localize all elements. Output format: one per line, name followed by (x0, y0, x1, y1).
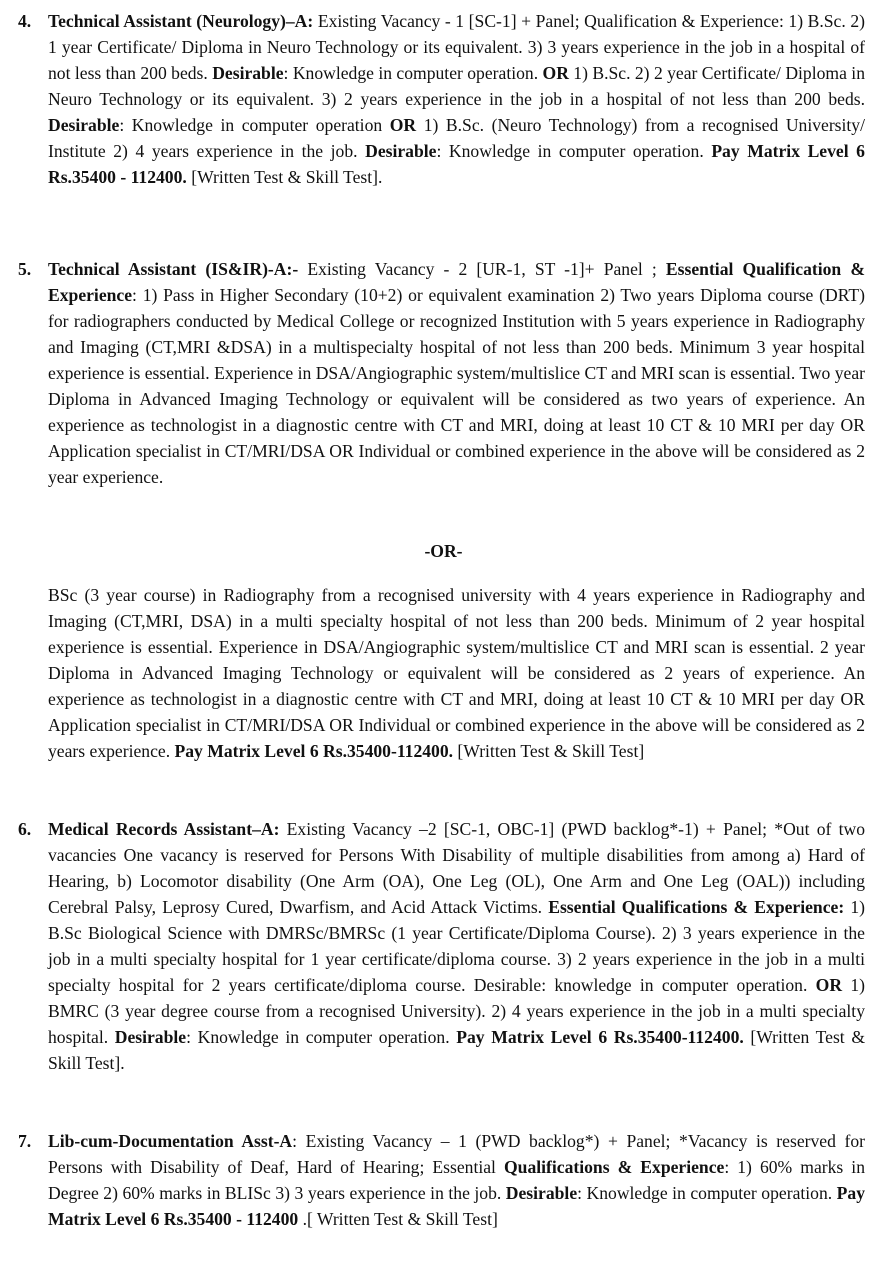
paragraph (48, 1128, 865, 1232)
text-run: [Written Test & Skill Test]. (186, 167, 383, 187)
bold-run: OR (542, 63, 569, 83)
bold-run: Qualifications & Experience (503, 1157, 725, 1177)
text-run: 1) B.Sc Biological Science with DMRSc/BMRSc (1 year Certificate/Diploma Course). 2) 3 years experience in the job in a multi specialty hospital for 1 year certificate/diploma course. 3) 2 years experience in the job in a multi specialty hospital for 2 years certificate/diploma course. Desirable: knowledge in computer operation. (48, 897, 865, 995)
item-text (48, 816, 865, 1076)
text-run: 1) BMRC (3 year degree course from a recognised University). 2) 4 years experience in the job in a multi specialty hospital. (48, 975, 865, 1047)
text-run: .[ Written Test & Skill Test] (298, 1209, 498, 1229)
text-run: Existing Vacancy - 2 [UR-1, ST -1]+ Panel ; (298, 259, 666, 279)
text-run: 1) B.Sc. 2) 2 year Certificate/ Diploma in Neuro Technology or its equivalent. 3) 2 years experience in the job in a hospital of not less than 200 beds. (48, 63, 865, 109)
item-number: 5. (18, 259, 32, 279)
bold-run: Lib-cum-Documentation Asst-A (48, 1131, 293, 1151)
bold-run: Desirable (365, 141, 437, 161)
text-run: : Knowledge in computer operation. (436, 141, 712, 161)
text-run: : Knowledge in computer operation. (283, 63, 543, 83)
item-number: 6. (18, 819, 32, 839)
bold-run: Essential Qualifications & Experience: (548, 897, 845, 917)
bold-run: Technical Assistant (Neurology)–A: (48, 11, 314, 31)
text-run: : 1) 60% marks in Degree 2) 60% marks in BLISc 3) 3 years experience in the job. (48, 1157, 865, 1203)
item-number: 7. (18, 1131, 32, 1151)
bold-run: Desirable (48, 115, 120, 135)
text-run: Existing Vacancy - 1 [SC-1] + Panel; Qualification & Experience: 1) B.Sc. 2) 1 year Certificate/ Diploma in Neuro Technology or its equivalent. 3) 3 years experience in the job in a hospital of not less than 200 beds. (48, 11, 865, 83)
item-text (48, 582, 865, 764)
text-run: : 1) Pass in Higher Secondary (10+2) or equivalent examination 2) Two years Diploma course (DRT) for radiographers conducted by Medical College or recognized Institution with 5 years experience in Radiography and Imaging (CT,MRI &DSA) in a multispecialty hospital of not less than 200 beds. Minimum 3 year hospital experience is essential. Experience in DSA/Angiographic system/multislice CT and MRI scan is essential. Two year Diploma in Advanced Imaging Technology or equivalent will be considered as two years of experience. An experience as technologist in a diagnostic centre with CT and MRI, doing at least 10 CT & 10 MRI per day OR Application specialist in CT/MRI/DSA OR Individual or combined experience in the above will be considered as 2 year experience. (48, 285, 866, 487)
paragraph (48, 8, 865, 190)
text-run: 1) B.Sc. (Neuro Technology) from a recognised University/ Institute 2) 4 years experience in the job. (48, 115, 865, 161)
bold-run: Desirable (114, 1027, 187, 1047)
item-text (48, 8, 865, 190)
text-run: : Knowledge in computer operation. (186, 1027, 457, 1047)
bold-run: Essential Qualification & Experience (48, 259, 865, 305)
paragraph (48, 582, 865, 764)
paragraph (48, 816, 865, 1076)
text-run: Existing Vacancy –2 [SC-1, OBC-1] (PWD backlog*-1) + Panel; *Out of two vacancies One vacancy is reserved for Persons With Disability of multiple disabilities from among a) Hard of Hearing, b) Locomotor disability (One Arm (OA), One Leg (OL), One Arm and One Leg (OAL)) including Cerebral Palsy, Leprosy Cured, Dwarfism, and Acid Attack Victims. (48, 819, 865, 917)
bold-run: Desirable (212, 63, 284, 83)
text-run: [Written Test & Skill Test] (453, 741, 645, 761)
bold-run: Pay Matrix Level 6 Rs.35400-112400. (174, 741, 454, 761)
bold-run: OR (389, 115, 417, 135)
bold-run: Pay Matrix Level 6 Rs.35400 - 112400 (48, 1183, 866, 1229)
paragraph (48, 256, 865, 490)
text-run: : Existing Vacancy – 1 (PWD backlog*) + Panel; *Vacancy is reserved for Persons with Disability of Deaf, Hard of Hearing; Essential (48, 1131, 865, 1177)
text-run: : Knowledge in computer operation (119, 115, 390, 135)
item-text (48, 256, 865, 490)
item-text (48, 1128, 865, 1232)
text-run: BSc (3 year course) in Radiography from a recognised university with 4 years experience in Radiography and Imaging (CT,MRI, DSA) in a multi specialty hospital of not less than 200 beds. Minimum of 2 year hospital experience is essential. Experience in DSA/Angiographic system/multislice CT and MRI scan is essential. 2 year Diploma in Advanced Imaging Technology or equivalent will be considered as 2 years of experience. An experience as technologist in a diagnostic centre with CT and MRI, doing at least 10 CT & 10 MRI per day OR Application specialist in CT/MRI/DSA OR Individual or combined experience in the above will be considered as 2 years experience. (48, 585, 865, 761)
bold-run: Pay Matrix Level 6 Rs.35400-112400. (456, 1027, 744, 1047)
bold-run: Pay Matrix Level 6 Rs.35400 - 112400. (48, 141, 865, 187)
text-run: : Knowledge in computer operation. (577, 1183, 837, 1203)
or-separator: -OR- (424, 541, 463, 561)
bold-run: Technical Assistant (IS&IR)-A:- (48, 259, 299, 279)
item-number: 4. (18, 11, 32, 31)
text-run: [Written Test & Skill Test]. (48, 1027, 866, 1073)
bold-run: Desirable (505, 1183, 578, 1203)
bold-run: OR (815, 975, 843, 995)
bold-run: Medical Records Assistant–A: (48, 819, 280, 839)
